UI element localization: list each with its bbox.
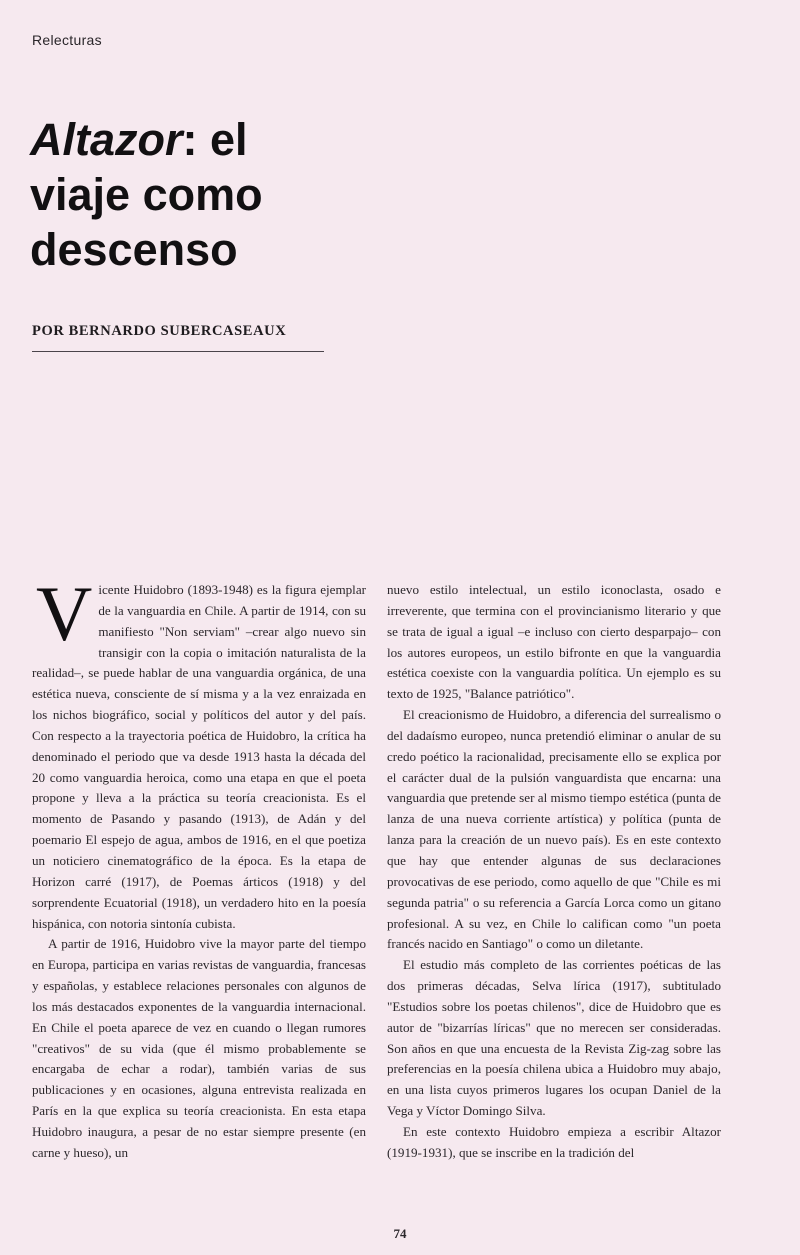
text-column-right — [387, 580, 721, 1164]
paragraph: nuevo estilo intelectual, un estilo iconoclasta, osado e irreverente, que termina con el provincianismo literario y que se trata de igual a igual –e incluso con cierto desparpajo– con los autores europeos, un estilo bifronte en que la vanguardia estética coexiste con la vanguardia política. Un ejemplo es su texto de 1925, "Balance patriótico". — [387, 582, 721, 702]
text-column-left — [32, 570, 366, 1164]
paragraph: El estudio más completo de las corrientes poéticas de las dos primeras décadas, Selva lírica (1917), subtitulado "Estudios sobre los poetas chilenos", dice de Huidobro que es autor de "bizarrías líricas" que no merecen ser consideradas. Son años en que una encuesta de la Revista Zig-zag sobre las preferencias en la poesía chilena ubica a Huidobro muy abajo, en una lista cuyos primeros lugares los ocupan Daniel de la Vega y Víctor Domingo Silva. — [387, 957, 721, 1119]
paragraph-text: icente Huidobro (1893-1948) es la figura ejemplar de la vanguardia en Chile. A partir de 1914, con su manifiesto "Non serviam" –crear algo nuevo sin transigir con la copia o imitación naturalista de la realidad–, se puede hablar de una vanguardia orgánica, de una estética nueva, consciente de sí misma y a la vez enraizada en los nichos biográfico, social y políticos del autor y del país. Con respecto a la trayectoria poética de Huidobro, la crítica ha denominado el periodo que va desde 1913 hasta la década del 20 como vanguardia heroica, como una etapa en que el poeta propone y lleva a la práctica su teoría creacionista. Es el momento de Pasando y pasando (1913), de Adán y del poemario El espejo de agua, ambos de 1916, en el que poetiza un noticiero cinematográfico de la época. Es la etapa de Horizon carré (1917), de Poemas árticos (1918) y del sorprendente Ecuatorial (1918), un verdadero hito en la poesía hispánica, con notoria sintonía cubista. — [32, 582, 366, 931]
section-label: Relecturas — [32, 32, 102, 48]
title-italic: Altazor — [30, 114, 183, 165]
paragraph — [32, 570, 366, 934]
author-byline: POR BERNARDO SUBERCASEAUX — [32, 323, 287, 339]
title-rest: : el viaje como descenso — [30, 114, 263, 275]
article-title — [30, 112, 360, 277]
paragraph: El creacionismo de Huidobro, a diferencia del surrealismo o del dadaísmo europeo, nunca pretendió eliminar o anular de su credo poético la racionalidad, precisamente ello se explica por el carácter dual de la pulsión vanguardista que encarna: una vanguardia que pretende ser al mismo tiempo estética (punta de lanza de una nueva corriente artística) y política (punta de lanza para la creación de un nuevo país). Es en este contexto que hay que entender algunas de sus declaraciones provocativas de ese periodo, como aquello de que "Chile es mi segunda patria" o su referencia a García Lorca como un gitano profesional. A su vez, en Chile lo califican como "un poeta francés nacido en Santiago" o como un diletante. — [387, 707, 721, 952]
page-number: 74 — [393, 1226, 407, 1241]
paragraph: A partir de 1916, Huidobro vive la mayor parte del tiempo en Europa, participa en varias revistas de vanguardia, francesas y españolas, y establece relaciones personales con algunos de los más destacados exponentes de la vanguardia internacional. En Chile el poeta aparece de vez en cuando o llegan rumores "creativos" de su vida (que él mismo probablemente se encargaba de echar a rodar), también varias de sus publicaciones y en ocasiones, alguna entrevista realizada en París en la que explica su teoría creacionista. En esta etapa Huidobro inaugura, a pesar de no estar siempre presente (en carne y hueso), un — [32, 936, 366, 1160]
drop-cap: V — [36, 570, 93, 657]
byline-rule — [32, 351, 324, 352]
paragraph: En este contexto Huidobro empieza a escribir Altazor (1919-1931), que se inscribe en la tradición del — [387, 1123, 721, 1160]
